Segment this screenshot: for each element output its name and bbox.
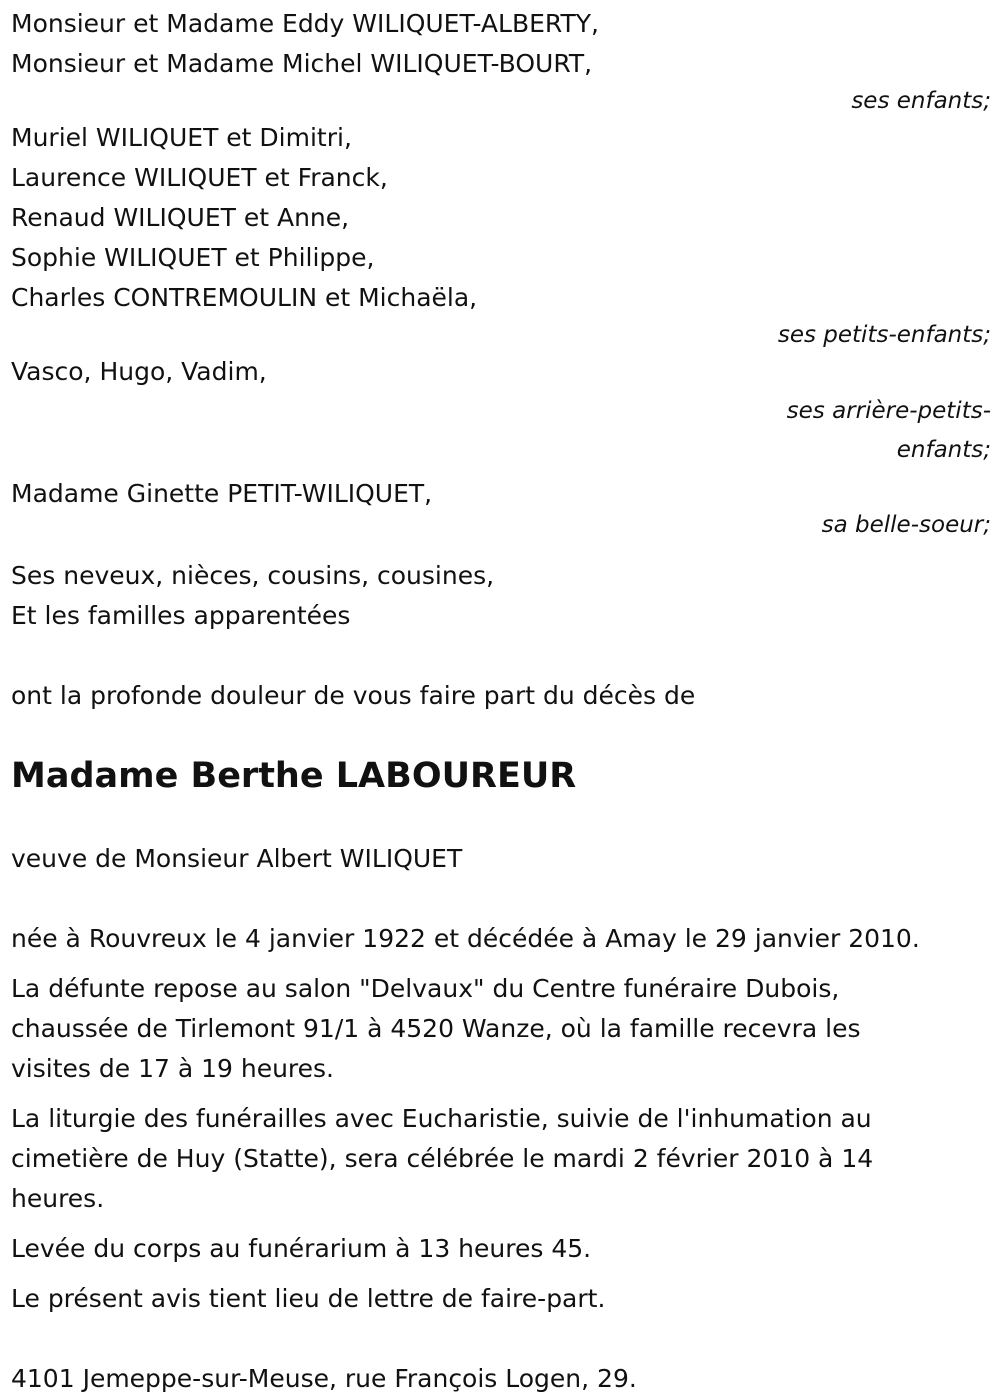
relationship-label: ses petits-enfants; (777, 322, 991, 348)
mourner-line: Monsieur et Madame Michel WILIQUET-BOURT, (11, 49, 593, 78)
mourner-line: Madame Ginette PETIT-WILIQUET, (11, 479, 433, 508)
announcement-text: ont la profonde douleur de vous faire part du décès de (11, 681, 696, 710)
paragraph-line: La liturgie des funérailles avec Eucharistie, suivie de l'inhumation au (11, 1104, 872, 1133)
address-text: 4101 Jemeppe-sur-Meuse, rue François Logen, 29. (11, 1364, 637, 1393)
paragraph-line: cimetière de Huy (Statte), sera célébrée le mardi 2 février 2010 à 14 (11, 1144, 874, 1173)
sister-in-law-group (11, 474, 991, 536)
mourner-line: Ses neveux, nièces, cousins, cousines, (11, 561, 495, 590)
relationship-label: ses enfants; (851, 88, 991, 114)
relationship-label: sa belle-soeur; (821, 512, 991, 538)
grandchildren-group (11, 118, 991, 352)
family-group (11, 556, 991, 636)
mourner-line: Renaud WILIQUET et Anne, (11, 203, 350, 232)
mourner-line: Laurence WILIQUET et Franck, (11, 163, 388, 192)
mourner-line: Charles CONTREMOULIN et Michaëla, (11, 283, 478, 312)
birth-death-text: née à Rouvreux le 4 janvier 1922 et décédée à Amay le 29 janvier 2010. (11, 924, 920, 953)
notice-text: Le présent avis tient lieu de lettre de faire-part. (11, 1284, 606, 1313)
paragraph-line: heures. (11, 1184, 105, 1213)
obituary-notice (11, 4, 991, 1399)
relationship-label-line: ses arrière-petits- (786, 398, 991, 424)
mourner-line: Et les familles apparentées (11, 601, 351, 630)
widow-of-text: veuve de Monsieur Albert WILIQUET (11, 844, 463, 873)
mourner-line: Monsieur et Madame Eddy WILIQUET-ALBERTY, (11, 9, 599, 38)
great-grandchildren-group (11, 352, 991, 470)
paragraph-line: La défunte repose au salon "Delvaux" du Centre funéraire Dubois, (11, 974, 840, 1003)
children-group (11, 4, 991, 118)
paragraph-line: visites de 17 à 19 heures. (11, 1054, 334, 1083)
lifting-text: Levée du corps au funérarium à 13 heures 45. (11, 1234, 592, 1263)
rest-paragraph (11, 969, 991, 1089)
mourner-line: Vasco, Hugo, Vadim, (11, 357, 267, 386)
mourner-line: Sophie WILIQUET et Philippe, (11, 243, 375, 272)
liturgy-paragraph (11, 1099, 991, 1219)
deceased-name: Madame Berthe LABOUREUR (11, 756, 577, 796)
relationship-label-line: enfants; (896, 437, 991, 463)
paragraph-line: chaussée de Tirlemont 91/1 à 4520 Wanze, où la famille recevra les (11, 1014, 861, 1043)
relationship-label (11, 392, 991, 470)
mourner-line: Muriel WILIQUET et Dimitri, (11, 123, 352, 152)
